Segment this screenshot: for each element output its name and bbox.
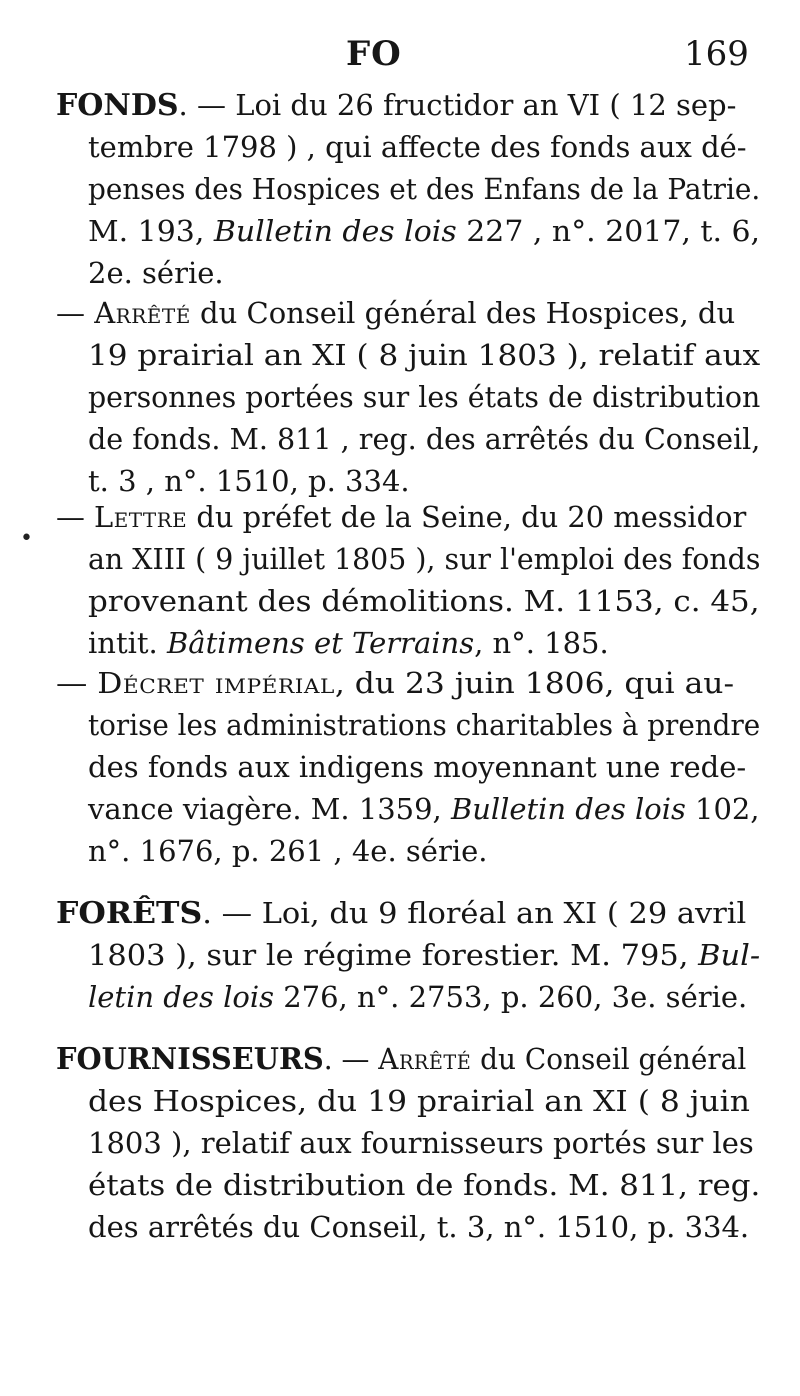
entry-text: penses des Hospices et des Enfans de la Patrie.: [88, 172, 761, 206]
entry-text: . — Loi du 26 fructidor an VI ( 12 sep-: [178, 88, 737, 122]
entry-text: 276, n°. 2753, p. 260, 3e. série.: [273, 980, 748, 1014]
page-number: 169: [684, 34, 749, 74]
entry-headword: FORÊTS: [56, 896, 203, 931]
entry-text: 227 , n°. 2017, t. 6,: [456, 214, 761, 248]
entry-text: du préfet de la Seine, du 20 messidor: [187, 500, 747, 534]
entry-text: des fonds aux indigens moyennant une rede-: [88, 750, 747, 784]
entry-text: 1803 ), sur le régime forestier. M. 795,: [88, 938, 699, 972]
entry-act-type: Arrêté: [94, 296, 191, 330]
entry-italic-title: letin des lois: [88, 980, 274, 1014]
entry-text: des Hospices, du 19 prairial an XI ( 8 juin: [88, 1084, 750, 1118]
entry-line: [56, 664, 734, 704]
entry-headword: FOURNISSEURS: [56, 1042, 324, 1077]
entry-text: 102,: [685, 792, 760, 826]
entry-text: états de distribution de fonds. M. 811, reg.: [88, 1168, 761, 1202]
entry-line: [88, 978, 747, 1018]
running-header: [0, 12, 800, 72]
entry-line: [56, 294, 735, 334]
entry-text: torise les administrations charitables à prendre: [88, 708, 761, 742]
entry-text: 1803 ), relatif aux fournisseurs portés sur les: [88, 1126, 754, 1160]
entry-italic-title: Bulletin des lois: [213, 214, 457, 248]
entry-line: [88, 1166, 760, 1206]
entry-text: an XIII ( 9 juillet 1805 ), sur l'emploi des fonds: [88, 542, 761, 576]
entry-line: [88, 748, 746, 788]
entry-act-type: Lettre: [94, 500, 188, 534]
entry-line: [88, 540, 760, 580]
entry-line: [88, 1124, 754, 1164]
entry-text: , n°. 185.: [474, 626, 609, 660]
entry-line: [88, 128, 747, 168]
entry-italic-title: Bul-: [698, 938, 761, 972]
entry-line: [56, 894, 746, 934]
entry-headword: FONDS: [56, 88, 179, 123]
entry-text: du Conseil général: [471, 1042, 747, 1076]
entry-line: [56, 498, 746, 538]
entry-text: intit.: [88, 626, 167, 660]
entry-text: n°. 1676, p. 261 , 4e. série.: [88, 834, 488, 868]
entry-act-type: Décret impérial: [97, 666, 335, 700]
entry-line: [88, 582, 760, 622]
entry-text: —: [56, 296, 95, 330]
entry-line: [88, 832, 487, 872]
entry-italic-title: Bulletin des lois: [450, 792, 686, 826]
running-head-word: FO: [346, 34, 402, 74]
entry-line: [88, 624, 609, 664]
entry-text: M. 193,: [88, 214, 214, 248]
entry-text: personnes portées sur les états de distribution: [88, 380, 761, 414]
entry-line: [88, 254, 224, 294]
entry-line: [88, 706, 760, 746]
entry-line: [88, 170, 760, 210]
entry-line: [88, 420, 760, 460]
entry-line: [56, 1040, 746, 1080]
entry-text: tembre 1798 ) , qui affecte des fonds aux dé-: [88, 130, 747, 164]
entry-text: t. 3 , n°. 1510, p. 334.: [88, 464, 410, 498]
entry-line: [88, 936, 760, 976]
entry-text: provenant des démolitions. M. 1153, c. 45,: [88, 584, 760, 618]
entry-line: [88, 212, 760, 252]
entry-text: —: [56, 500, 95, 534]
entry-text: 19 prairial an XI ( 8 juin 1803 ), relatif aux: [88, 338, 761, 372]
entry-text: 2e. série.: [88, 256, 224, 290]
entry-text: de fonds. M. 811 , reg. des arrêtés du Conseil,: [88, 422, 761, 456]
entry-act-type: Arrêté: [378, 1042, 472, 1076]
entry-text: des arrêtés du Conseil, t. 3, n°. 1510, p. 334.: [88, 1210, 750, 1244]
entry-italic-title: Bâtimens et Terrains: [166, 626, 475, 660]
margin-mark: •: [20, 526, 33, 551]
entry-text: —: [56, 666, 98, 700]
entry-line: [88, 1082, 750, 1122]
entry-text: vance viagère. M. 1359,: [88, 792, 451, 826]
entry-line: [88, 790, 760, 830]
entry-line: [88, 378, 760, 418]
entry-text: . — Loi, du 9 floréal an XI ( 29 avril: [202, 896, 747, 930]
entry-line: [56, 86, 736, 126]
entry-text: , du 23 juin 1806, qui au-: [334, 666, 735, 700]
entry-line: [88, 336, 760, 376]
entry-text: . —: [323, 1042, 379, 1076]
entry-text: du Conseil général des Hospices, du: [190, 296, 736, 330]
entry-line: [88, 1208, 749, 1248]
entry-line: [88, 462, 410, 502]
